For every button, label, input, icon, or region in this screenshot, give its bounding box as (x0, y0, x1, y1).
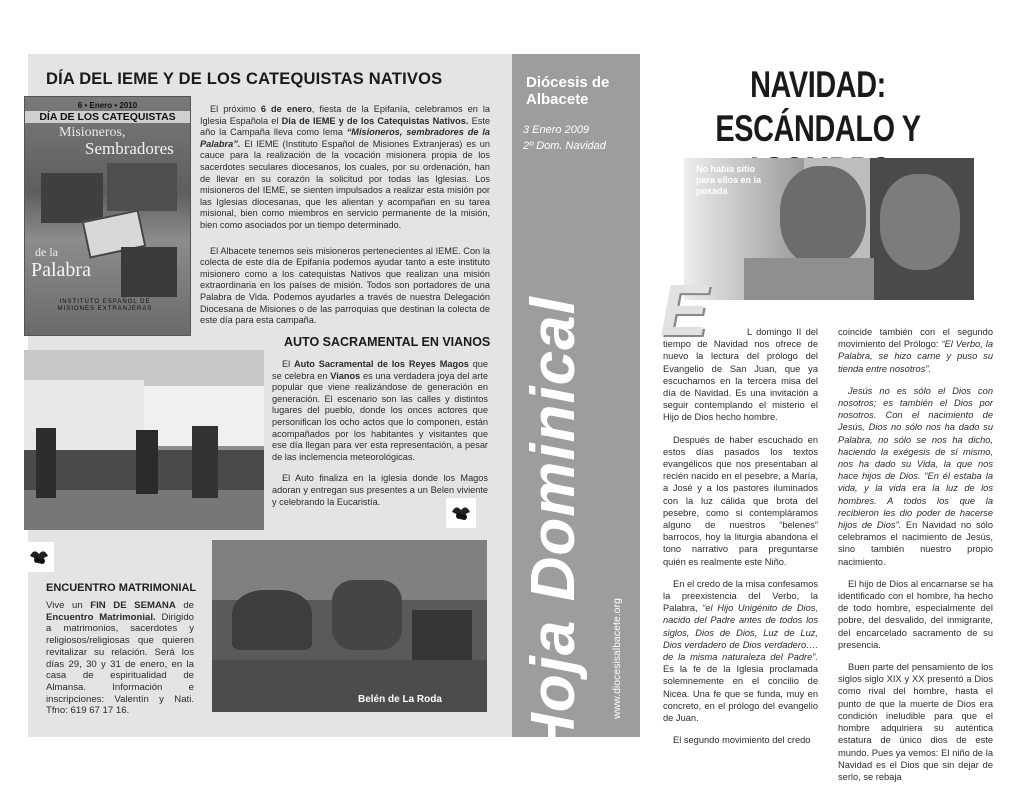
ieme-text: El próximo 6 de enero, fiesta de la Epifanía, celebramos en la Iglesia Española el Día de IEME y de los Catequistas Nativos. Este año la Campaña lleva como lema “Misioneros, sembradores de la Palabra”. El IEME (Instituto Español de Misiones Extranjeras) es un cauce para la realización de la vocación misionera propia de los sacerdotes seculares diocesanos, los cuales, por su ordenación, han de llevar en su corazón la solicitud por todas las Iglesias. Los misioneros del IEME, se sienten impulsados a realizar esta misión por las Iglesias diocesanas, que les alientan y acompañan en su tarea misional, bien como miembros en servicio permanente de la misión, bien como asociados por un tiempo determinado. El Albacete tenemos seis misioneros pertenecientes al IEME. Con la colecta de este día de Epifanía podemos ayudar tanto a este instituto misionero como a los catequistas Nativos que realizan una misión extraordinaria en los países de misión. Todos son portadores de una Palabra de Vida. Podemos ayudarles a través de nuestra Delegación Diocesana de Misiones o de las parroquias que destinan la colecta de este día para esta campaña. (200, 104, 491, 326)
main-title-line1: NAVIDAD: (750, 64, 886, 105)
holly-icon (24, 542, 54, 572)
poster-word-misioneros: Misioneros, (59, 125, 126, 140)
holly-icon (446, 498, 476, 528)
main-title-line2: ESCÁNDALO Y (715, 108, 921, 149)
photo-caption: No había sitio para ellos en la posada (696, 164, 762, 196)
encuentro-title: ENCUENTRO MATRIMONIAL (46, 582, 197, 594)
drop-cap: E (660, 271, 709, 351)
poster-institute: INSTITUTO ESPAÑOL DE MISIONES EXTRANJERAS (57, 299, 153, 312)
poster-date: 6 • Enero • 2010 (77, 101, 138, 110)
poster-title: DÍA DE LOS CATEQUISTAS (25, 111, 190, 123)
catequistas-poster (24, 96, 191, 336)
diocese-name: Diócesis de Albacete (526, 74, 610, 108)
vianos-photo (24, 350, 264, 530)
poster-word-sembradores: Sembradores (85, 139, 174, 158)
website: www.diocesisalbacete.org (611, 598, 623, 719)
issue-date: 3 Enero 2009 (523, 124, 590, 136)
poster-word-palabra: Palabra (31, 259, 91, 281)
liturgical-day: 2º Dom. Navidad (523, 140, 606, 152)
auto-text: El Auto Sacramental de los Reyes Magos que se celebra en Vianos es una verdadera joya del arte popular que viene realizándose de generación en generación. El escenario son las calles y distintos lugares del pueblo, donde los onces actores que personifican los ocho actos que lo componen, están acompañados por los habitantes y visitantes que ese día llegan para ver esta representación, a pesar de las inclemencia meteorológicas. El Auto finaliza en la iglesia donde los Magos adoran y entregan sus presentes a un Belen viviente y celebrando la Eucaristía. (272, 359, 488, 507)
poster-word-dela: de la (35, 245, 58, 259)
ieme-title: DÍA DEL IEME Y DE LOS CATEQUISTAS NATIVOS (46, 70, 443, 88)
masthead: Hoja Dominical (519, 296, 588, 758)
belen-caption: Belén de La Roda (358, 694, 442, 705)
auto-title: AUTO SACRAMENTAL EN VIANOS (284, 335, 491, 349)
article-column-2: coincide también con el segundo movimiento del Prólogo: “El Verbo, la Palabra, se hizo carne y puso su tienda entre nosotros”. Jesús no es sólo el Dios con nosotros; es también el Dios por nosotros. Con el nacimiento de Jesús, Dios no sólo nos ha dado su Palabra, no sólo se nos ha dicho, haciendo la exégesis de sí mismo, nos ha dado su Vida, la que nos hace hijos de Dios. “En él estaba la vida, y la vida era la luz de los hombres. A todos los que la recibieron les dio poder de hacerse hijos de Dios”. En Navidad no sólo celebramos el nacimiento de Jesús, sino también nuestro propio nacimiento. El hijo de Dios al encarnarse se ha identificado con el hombre, ha hecho de todo hombre, especialmente del pobre, del desvalido, del inmigrante, del encarcelado sacramento de su presencia. Buen parte del pensamiento de los siglos siglo XIX y XX presentó a Dios como rival del hombre, hasta el punto de que la muerte de Dios era condición ineludible para que el hombre adquiriera su auténtica estatura de único dios de este mundo. Pues ya vemos: El niño de la Navidad es el Dios que sin dejar de serlo, se rebaja (838, 327, 993, 782)
article-column-1: L domingo II del tiempo de Navidad nos ofrece de nuevo la lectura del prólogo del Evangelio de San Juan, que ya escuchamos en la tercera misa del día de Navidad. Es una invitación a seguir contemplando el misterio el Hijo de Dios hecho hombre. Después de haber escuchado en estos días pasados los textos evangélicos que nos presentaban al recién nacido en el pesebre, a María, a José y a los pastores iluminados con la luz cálida que brota del pesebre, como si contempláramos alguno de nuestros “belenes” barrocos, hoy la liturgia abandona el tono narrativo para preguntarse quién es realmente este Niño. En el credo de la misa confesamos la preexistencia del Verbo, la Palabra, “el Hijo Unigénito de Dios, nacido del Padre antes de todos los siglos, Dios de Dios, Luz de Luz, Dios verdadero de Dios verdadero…. de la misma naturaleza del Padre”. Es la fe de la Iglesia proclamada solemnemente en el concilio de Nicea. Una fe que se funda, muy en concreto, en el prólogo del evangelio de Juan. El segundo movimiento del credo (663, 327, 819, 746)
belen-photo (212, 540, 487, 712)
encuentro-text: Vive un FIN DE SEMANA de Encuentro Matrimonial. Dirigido a matrimonios, sacerdotes y religiosos/religiosas que quieren revitalizar su relación. Será los días 29, 30 y 31 de enero, en la casa de espiritualidad de Almansa. Información e inscripciones: Valentín y Nati. Tfno: 619 67 17 16. (46, 600, 194, 717)
